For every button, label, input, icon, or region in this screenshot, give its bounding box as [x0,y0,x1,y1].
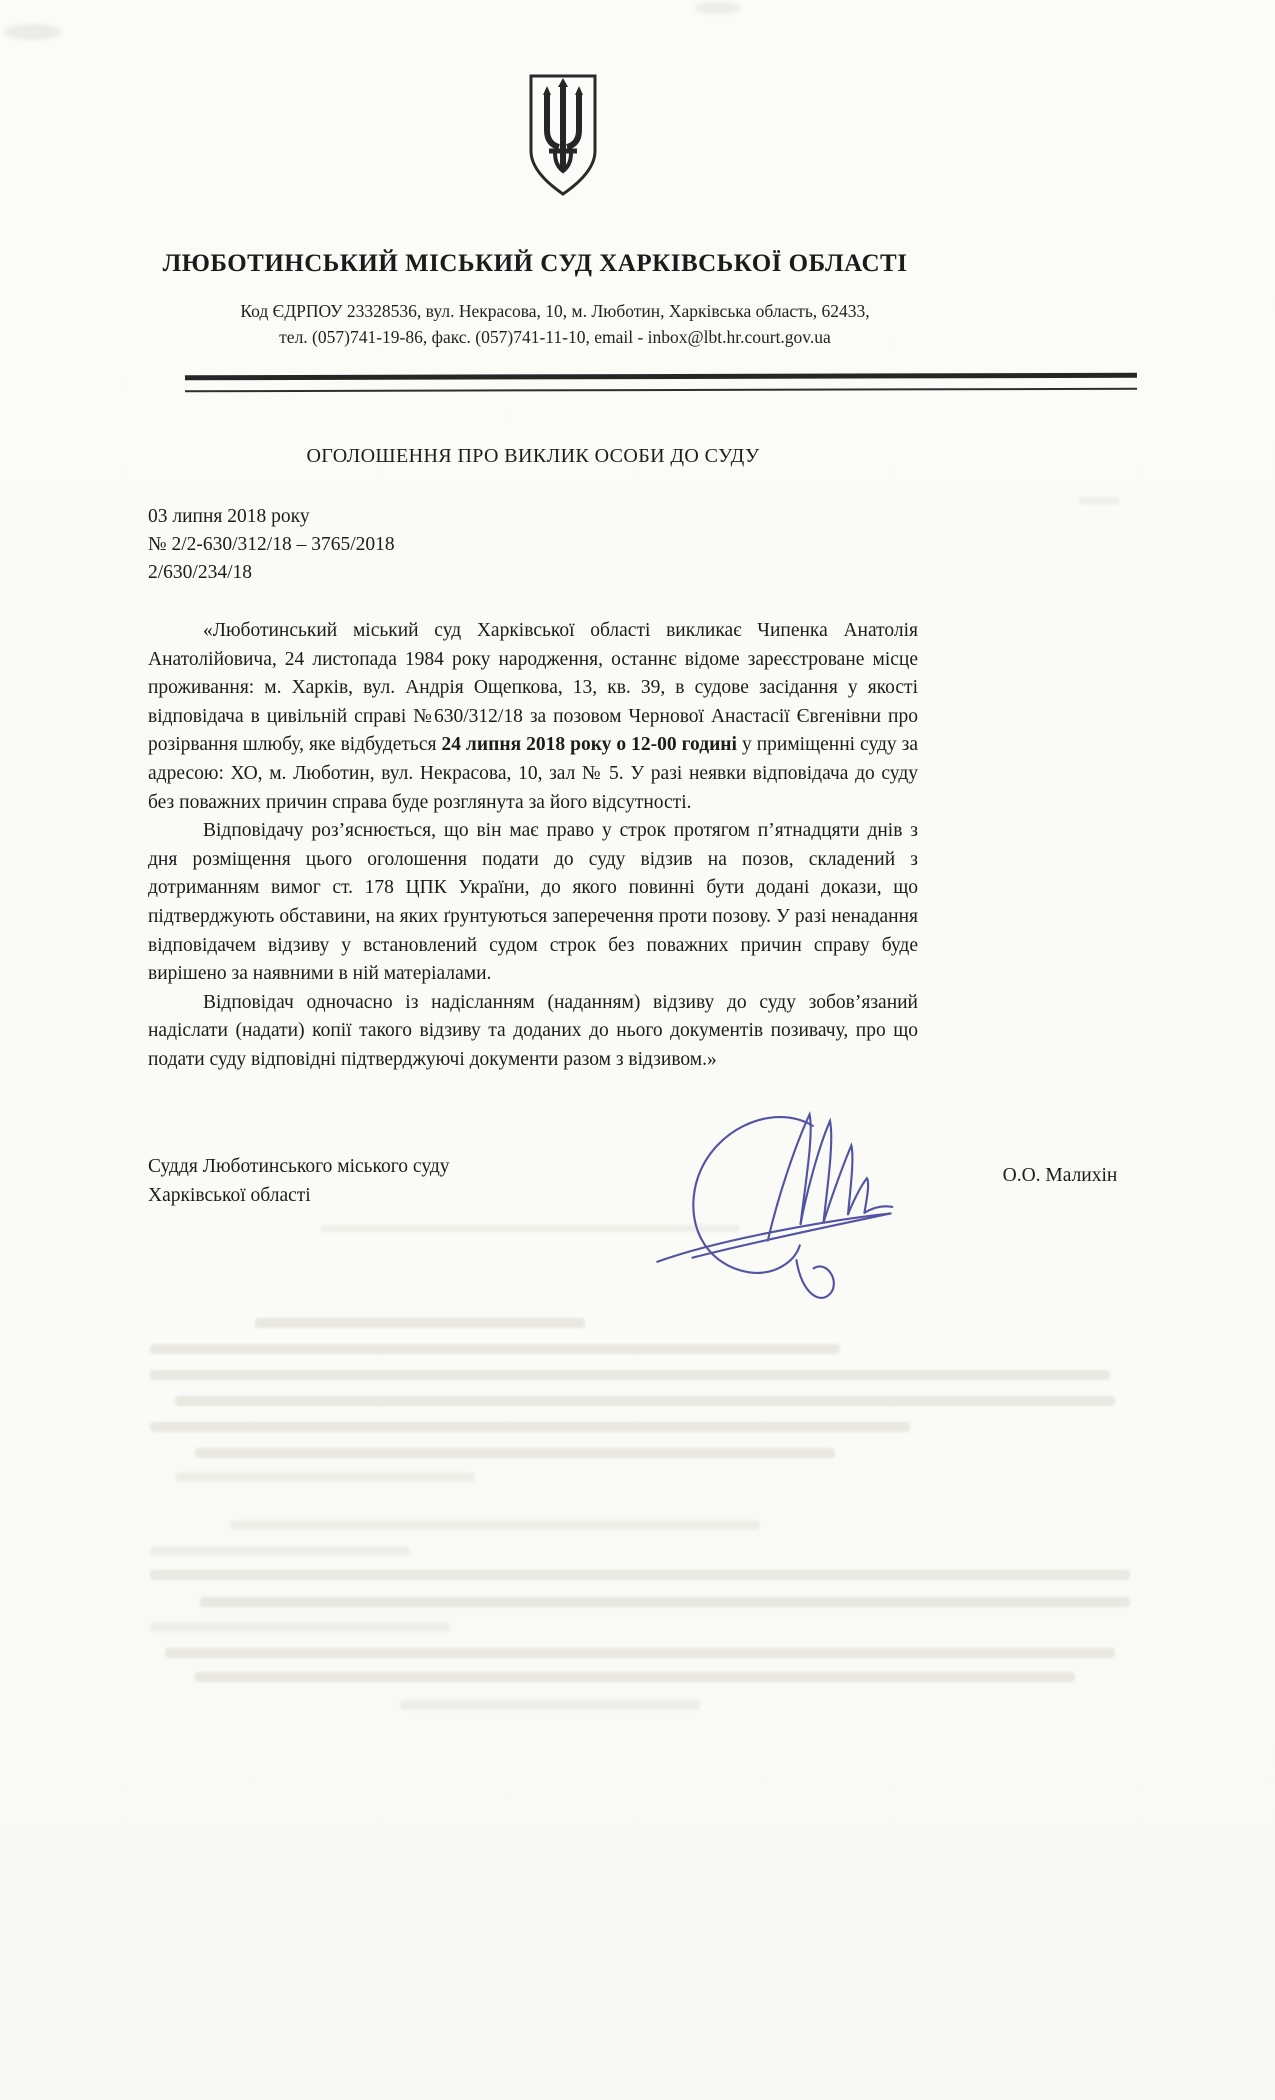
signer-name: О.О. Малихін [1002,1165,1118,1186]
case-number-secondary: 2/630/234/18 [148,562,253,583]
case-number-primary: № 2/2-630/312/18 – 3765/2018 [148,534,395,555]
bleed-through-line [150,1370,1110,1380]
scan-smudge [695,2,741,14]
document-title: ОГОЛОШЕННЯ ПРО ВИКЛИК ОСОБИ ДО СУДУ [306,445,760,467]
bleed-through-line [165,1648,1115,1658]
court-contact-line-1: Код ЄДРПОУ 23328536, вул. Некрасова, 10, м. Люботин, Харківська область, 62433, [240,301,870,321]
bleed-through-line [195,1672,1075,1682]
bleed-through-line [175,1472,475,1482]
bleed-through-line [150,1344,840,1354]
paragraph-response-rights: Відповідачу роз’яснюється, що він має право у строк протягом п’ятнадцяти днів з дня розміщення цього оголошення подати до суду відзив на позов, складений з дотриманням вимог ст. 178 ЦПК України, до якого повинні бути додані докази, що підтверджують обставини, на яких ґрунтуються заперечення проти позову. У разі ненадання відповідачем відзиву у встановлений судом строк без поважних причин справу буде вирішено за наявними в ній матеріалами. [148,820,918,985]
summons-text-before-date: «Люботинський міський суд Харківської області викликає Чипенка Анатолія Анатолійовича, 24 листопада 1984 року народження, останнє відоме зареєстроване місце проживання: м. Харків, вул. Андрія Ощепкова, 13, кв. 39, в судове засідання у якості відповідача в цивільній справі №630/312/18 за позовом Чернової Анастасії Євгенівни про розірвання шлюбу, яке відбудеться [148,620,918,756]
signature-ink [645,1088,907,1316]
ukraine-trident-emblem-icon [527,73,599,201]
bleed-through-line [195,1448,835,1458]
header-divider-rule [185,373,1137,392]
case-meta-block [148,503,748,587]
bleed-through-line [400,1700,700,1710]
summons-text-after-date: у приміщенні суду за адресою: ХО, м. Люботин, вул. Некрасова, 10, зал № 5. У разі неявки відповідача до суду без поважних причин справа буде розглянута за його відсутності. [148,734,918,813]
bleed-through-line [150,1622,450,1632]
signer-title-block [148,1152,568,1210]
signer-title-line-1: Суддя Люботинського міського суду [148,1156,450,1177]
document-body [148,617,918,1075]
scan-smudge [4,24,62,40]
scan-smudge [320,1225,740,1232]
bleed-through-line [150,1570,1130,1580]
bleed-through-line [230,1520,760,1530]
court-name-heading: ЛЮБОТИНСЬКИЙ МІСЬКИЙ СУД ХАРКІВСЬКОЇ ОБЛАСТІ [162,250,908,277]
scan-smudge [1078,497,1120,505]
court-contact-line-2: тел. (057)741-19-86, факс. (057)741-11-10, email - inbox@lbt.hr.court.gov.ua [279,327,831,347]
bleed-through-line [150,1546,410,1556]
document-date: 03 липня 2018 року [148,506,310,527]
signer-title-line-2: Харківської області [148,1185,311,1206]
bleed-through-line [200,1597,1130,1607]
bleed-through-line [150,1422,910,1432]
bleed-through-line [175,1396,1115,1406]
bleed-through-line [255,1318,585,1328]
hearing-datetime-bold: 24 липня 2018 року о 12-00 годині [441,734,737,756]
paragraph-copies-obligation: Відповідач одночасно із надісланням (наданням) відзиву до суду зобов’язаний надіслати (надати) копії такого відзиву та доданих до нього документів позивачу, про що подати суду відповідні підтверджуючі документи разом з відзивом.» [148,991,918,1070]
paragraph-summons [148,617,918,817]
court-contact-block [150,298,960,350]
